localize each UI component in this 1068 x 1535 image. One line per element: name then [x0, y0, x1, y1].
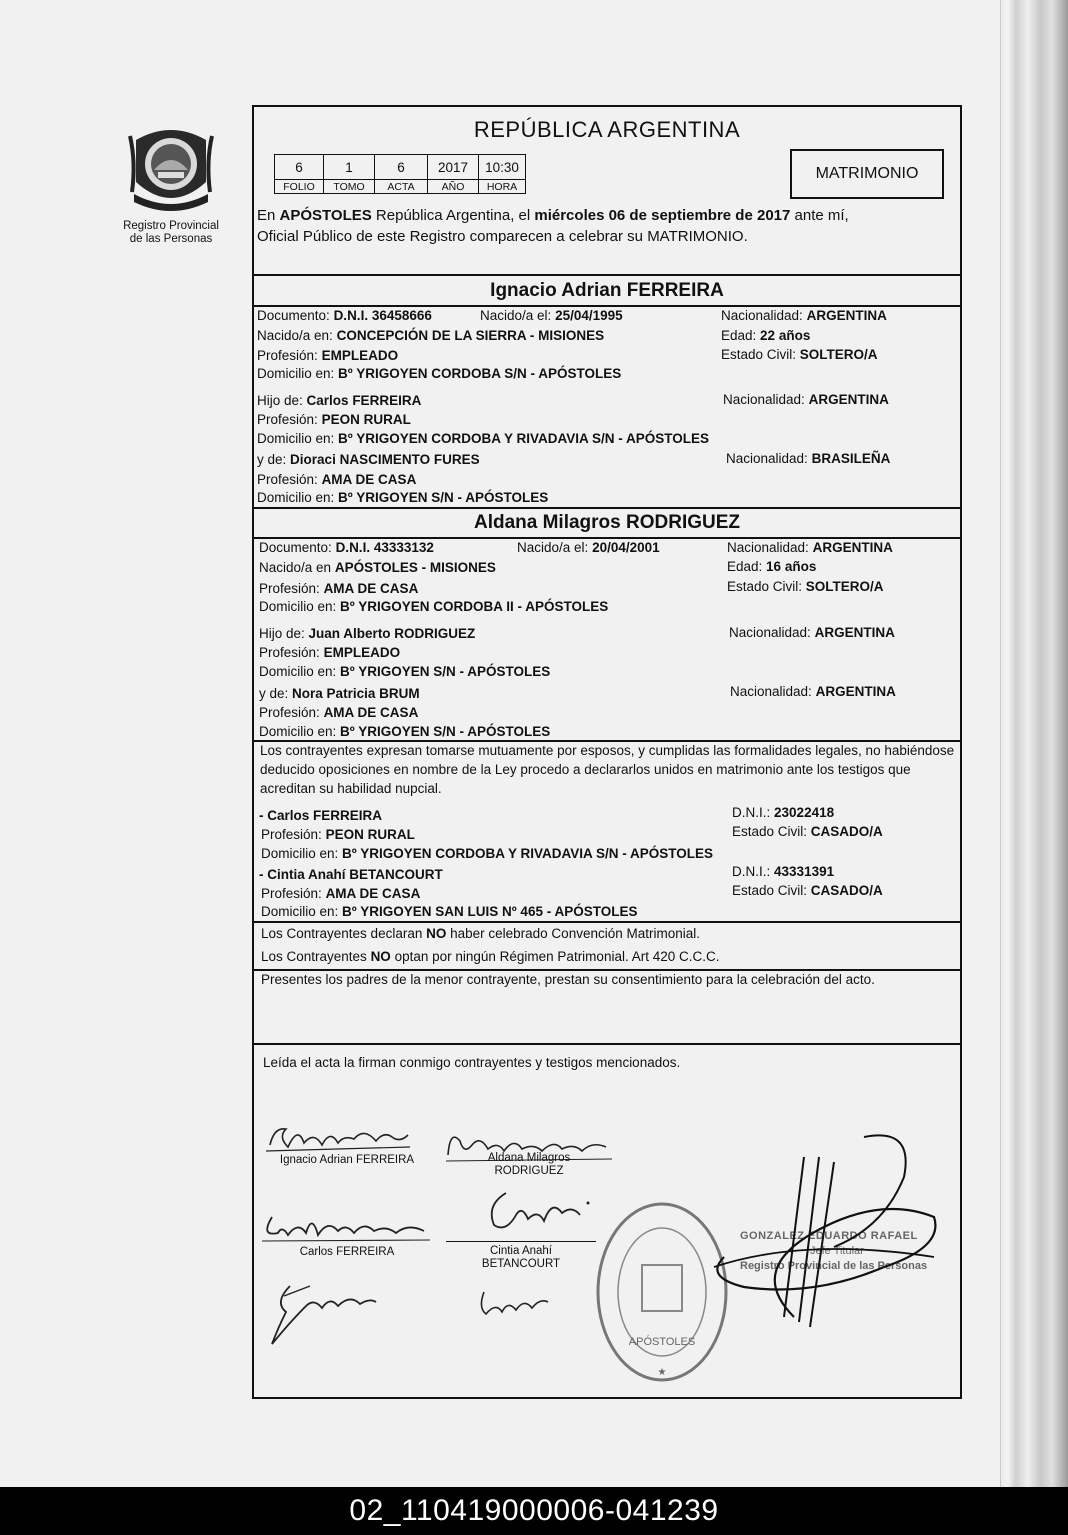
- divider: [254, 305, 960, 307]
- bride-birthplace: Nacido/a en APÓSTOLES - MISIONES: [259, 560, 496, 575]
- bride-profession: Profesión: AMA DE CASA: [259, 581, 419, 596]
- groom-address: Domicilio en: Bº YRIGOYEN CORDOBA S/N - APÓSTOLES: [257, 366, 622, 381]
- year-value: 2017: [428, 155, 479, 180]
- bride-birthdate: Nacido/a el: 20/04/2001: [517, 540, 660, 555]
- witness1-dni: D.N.I.: 23022418: [732, 805, 835, 820]
- groom-signature-image: [264, 1117, 414, 1157]
- groom-profession: Profesión: EMPLEADO: [257, 348, 399, 363]
- groom-father-profession: Profesión: PEON RURAL: [257, 412, 411, 427]
- intro-place: APÓSTOLES: [279, 207, 372, 224]
- divider: [254, 921, 960, 923]
- officer-stamp: GONZALEZ EDUARDO RAFAEL Jefe Titular Registro Provincial de las Personas: [740, 1230, 928, 1272]
- closing-text: Leída el acta la firman conmigo contrayentes y testigos mencionados.: [263, 1055, 681, 1070]
- divider: [254, 537, 960, 539]
- bride-civil-status: Estado Civil: SOLTERO/A: [727, 579, 884, 594]
- groom-father: Hijo de: Carlos FERREIRA: [257, 393, 422, 408]
- groom-age: Edad: 22 años: [721, 328, 811, 343]
- year-label: AÑO: [428, 180, 479, 194]
- bride-mother: y de: Nora Patricia BRUM: [259, 686, 420, 701]
- witness2-civil-status: Estado Civil: CASADO/A: [732, 883, 883, 898]
- tomo-label: TOMO: [324, 180, 375, 194]
- intro-line2: Oficial Público de este Registro comparecen a celebrar su MATRIMONIO.: [257, 228, 748, 245]
- footer-barcode-text: 02_110419000006-041239: [0, 1487, 1068, 1535]
- witness2-signature-line: [446, 1241, 596, 1242]
- groom-mother: y de: Dioraci NASCIMENTO FURES: [257, 452, 480, 467]
- marriage-certificate-form: [252, 105, 962, 1399]
- witness2-address: Domicilio en: Bº YRIGOYEN SAN LUIS Nº 465 - APÓSTOLES: [261, 904, 638, 919]
- bride-address: Domicilio en: Bº YRIGOYEN CORDOBA II - APÓSTOLES: [259, 599, 609, 614]
- officer-signature-image: [684, 1117, 954, 1347]
- bride-signature-label: Aldana Milagros RODRIGUEZ: [487, 1152, 571, 1177]
- bride-father-nationality: Nacionalidad: ARGENTINA: [729, 625, 895, 640]
- groom-name: Ignacio Adrian FERREIRA: [490, 280, 724, 301]
- witness1-signature-image: [258, 1207, 434, 1247]
- bride-mother-profession: Profesión: AMA DE CASA: [259, 705, 419, 720]
- groom-mother-profession: Profesión: AMA DE CASA: [257, 472, 417, 487]
- logo-caption-line1: Registro Provincial: [123, 220, 219, 232]
- witness1-civil-status: Estado Civil: CASADO/A: [732, 824, 883, 839]
- intro-date: miércoles 06 de septiembre de 2017: [534, 207, 791, 224]
- note-parental-consent: Presentes los padres de la menor contrayente, prestan su consentimiento para la celebración del acto.: [261, 972, 875, 987]
- groom-document: Documento: D.N.I. 36458666: [257, 308, 432, 323]
- intro-text: En APÓSTOLES República Argentina, el miércoles 06 de septiembre de 2017 ante mí, Oficial Público de este Registro comparecen a celebrar su MATRIMONIO.: [257, 205, 958, 247]
- groom-nationality: Nacionalidad: ARGENTINA: [721, 308, 887, 323]
- groom-birthdate: Nacido/a el: 25/04/1995: [480, 308, 623, 323]
- witness1-address: Domicilio en: Bº YRIGOYEN CORDOBA Y RIVADAVIA S/N - APÓSTOLES: [261, 846, 714, 861]
- witness2-profession: Profesión: AMA DE CASA: [261, 886, 421, 901]
- extra-signature-image-2: [476, 1282, 556, 1322]
- groom-civil-status: Estado Civil: SOLTERO/A: [721, 347, 878, 362]
- groom-mother-nationality: Nacionalidad: BRASILEÑA: [726, 451, 891, 466]
- divider: [254, 1043, 960, 1045]
- bride-mother-nationality: Nacionalidad: ARGENTINA: [730, 684, 896, 699]
- tomo-value: 1: [324, 155, 375, 180]
- bride-father-profession: Profesión: EMPLEADO: [259, 645, 401, 660]
- witness1-name: - Carlos FERREIRA: [259, 808, 383, 823]
- witness2-signature-label: Cintia Anahí BETANCOURT: [481, 1245, 561, 1270]
- acta-value: 6: [375, 155, 428, 180]
- bride-father-address: Domicilio en: Bº YRIGOYEN S/N - APÓSTOLES: [259, 664, 551, 679]
- divider: [254, 274, 960, 276]
- bride-document: Documento: D.N.I. 43333132: [259, 540, 434, 555]
- witness2-name: - Cintia Anahí BETANCOURT: [259, 867, 443, 882]
- record-type-box: MATRIMONIO: [790, 149, 944, 199]
- witness1-signature-label: Carlos FERREIRA: [299, 1246, 395, 1258]
- bride-name: Aldana Milagros RODRIGUEZ: [473, 512, 741, 533]
- note-convention: Los Contrayentes declaran NO haber celebrado Convención Matrimonial.: [261, 926, 700, 941]
- hour-value: 10:30: [479, 155, 526, 180]
- groom-father-address: Domicilio en: Bº YRIGOYEN CORDOBA Y RIVADAVIA S/N - APÓSTOLES: [257, 431, 710, 446]
- bride-father: Hijo de: Juan Alberto RODRIGUEZ: [259, 626, 476, 641]
- declaration-text: Los contrayentes expresan tomarse mutuamente por esposos, y cumplidas las formalidades legales, no habiéndose deducido oposiciones en nombre de la Ley procedo a declararlos unidos en matrimonio ante los testigos que acreditan su habilidad nupcial.: [260, 743, 955, 796]
- stamp-city: APÓSTOLES: [628, 1336, 696, 1348]
- registry-logo: [112, 122, 230, 246]
- svg-text:★: ★: [657, 1367, 667, 1378]
- divider: [254, 969, 960, 971]
- bride-mother-address: Domicilio en: Bº YRIGOYEN S/N - APÓSTOLES: [259, 724, 551, 739]
- hour-label: HORA: [479, 180, 526, 194]
- extra-signature-image: [270, 1272, 380, 1352]
- bride-age: Edad: 16 años: [727, 559, 817, 574]
- groom-signature-label: Ignacio Adrian FERREIRA: [279, 1154, 415, 1166]
- witness1-profession: Profesión: PEON RURAL: [261, 827, 415, 842]
- logo-caption-line2: de las Personas: [129, 233, 213, 245]
- province-seal-icon: [128, 122, 214, 212]
- page-title: REPÚBLICA ARGENTINA: [473, 117, 741, 142]
- groom-birthplace: Nacido/a en: CONCEPCIÓN DE LA SIERRA - MISIONES: [257, 328, 605, 343]
- witness2-signature-image: [476, 1185, 596, 1241]
- groom-mother-address: Domicilio en: Bº YRIGOYEN S/N - APÓSTOLES: [257, 490, 549, 505]
- folio-value: 6: [275, 155, 324, 180]
- divider: [254, 507, 960, 509]
- witness2-dni: D.N.I.: 43331391: [732, 864, 835, 879]
- record-meta-table: [274, 154, 526, 194]
- groom-father-nationality: Nacionalidad: ARGENTINA: [723, 392, 889, 407]
- acta-label: ACTA: [375, 180, 428, 194]
- folio-label: FOLIO: [275, 180, 324, 194]
- bride-nationality: Nacionalidad: ARGENTINA: [727, 540, 893, 555]
- note-patrimonial: Los Contrayentes NO optan por ningún Régimen Patrimonial. Art 420 C.C.C.: [261, 949, 720, 964]
